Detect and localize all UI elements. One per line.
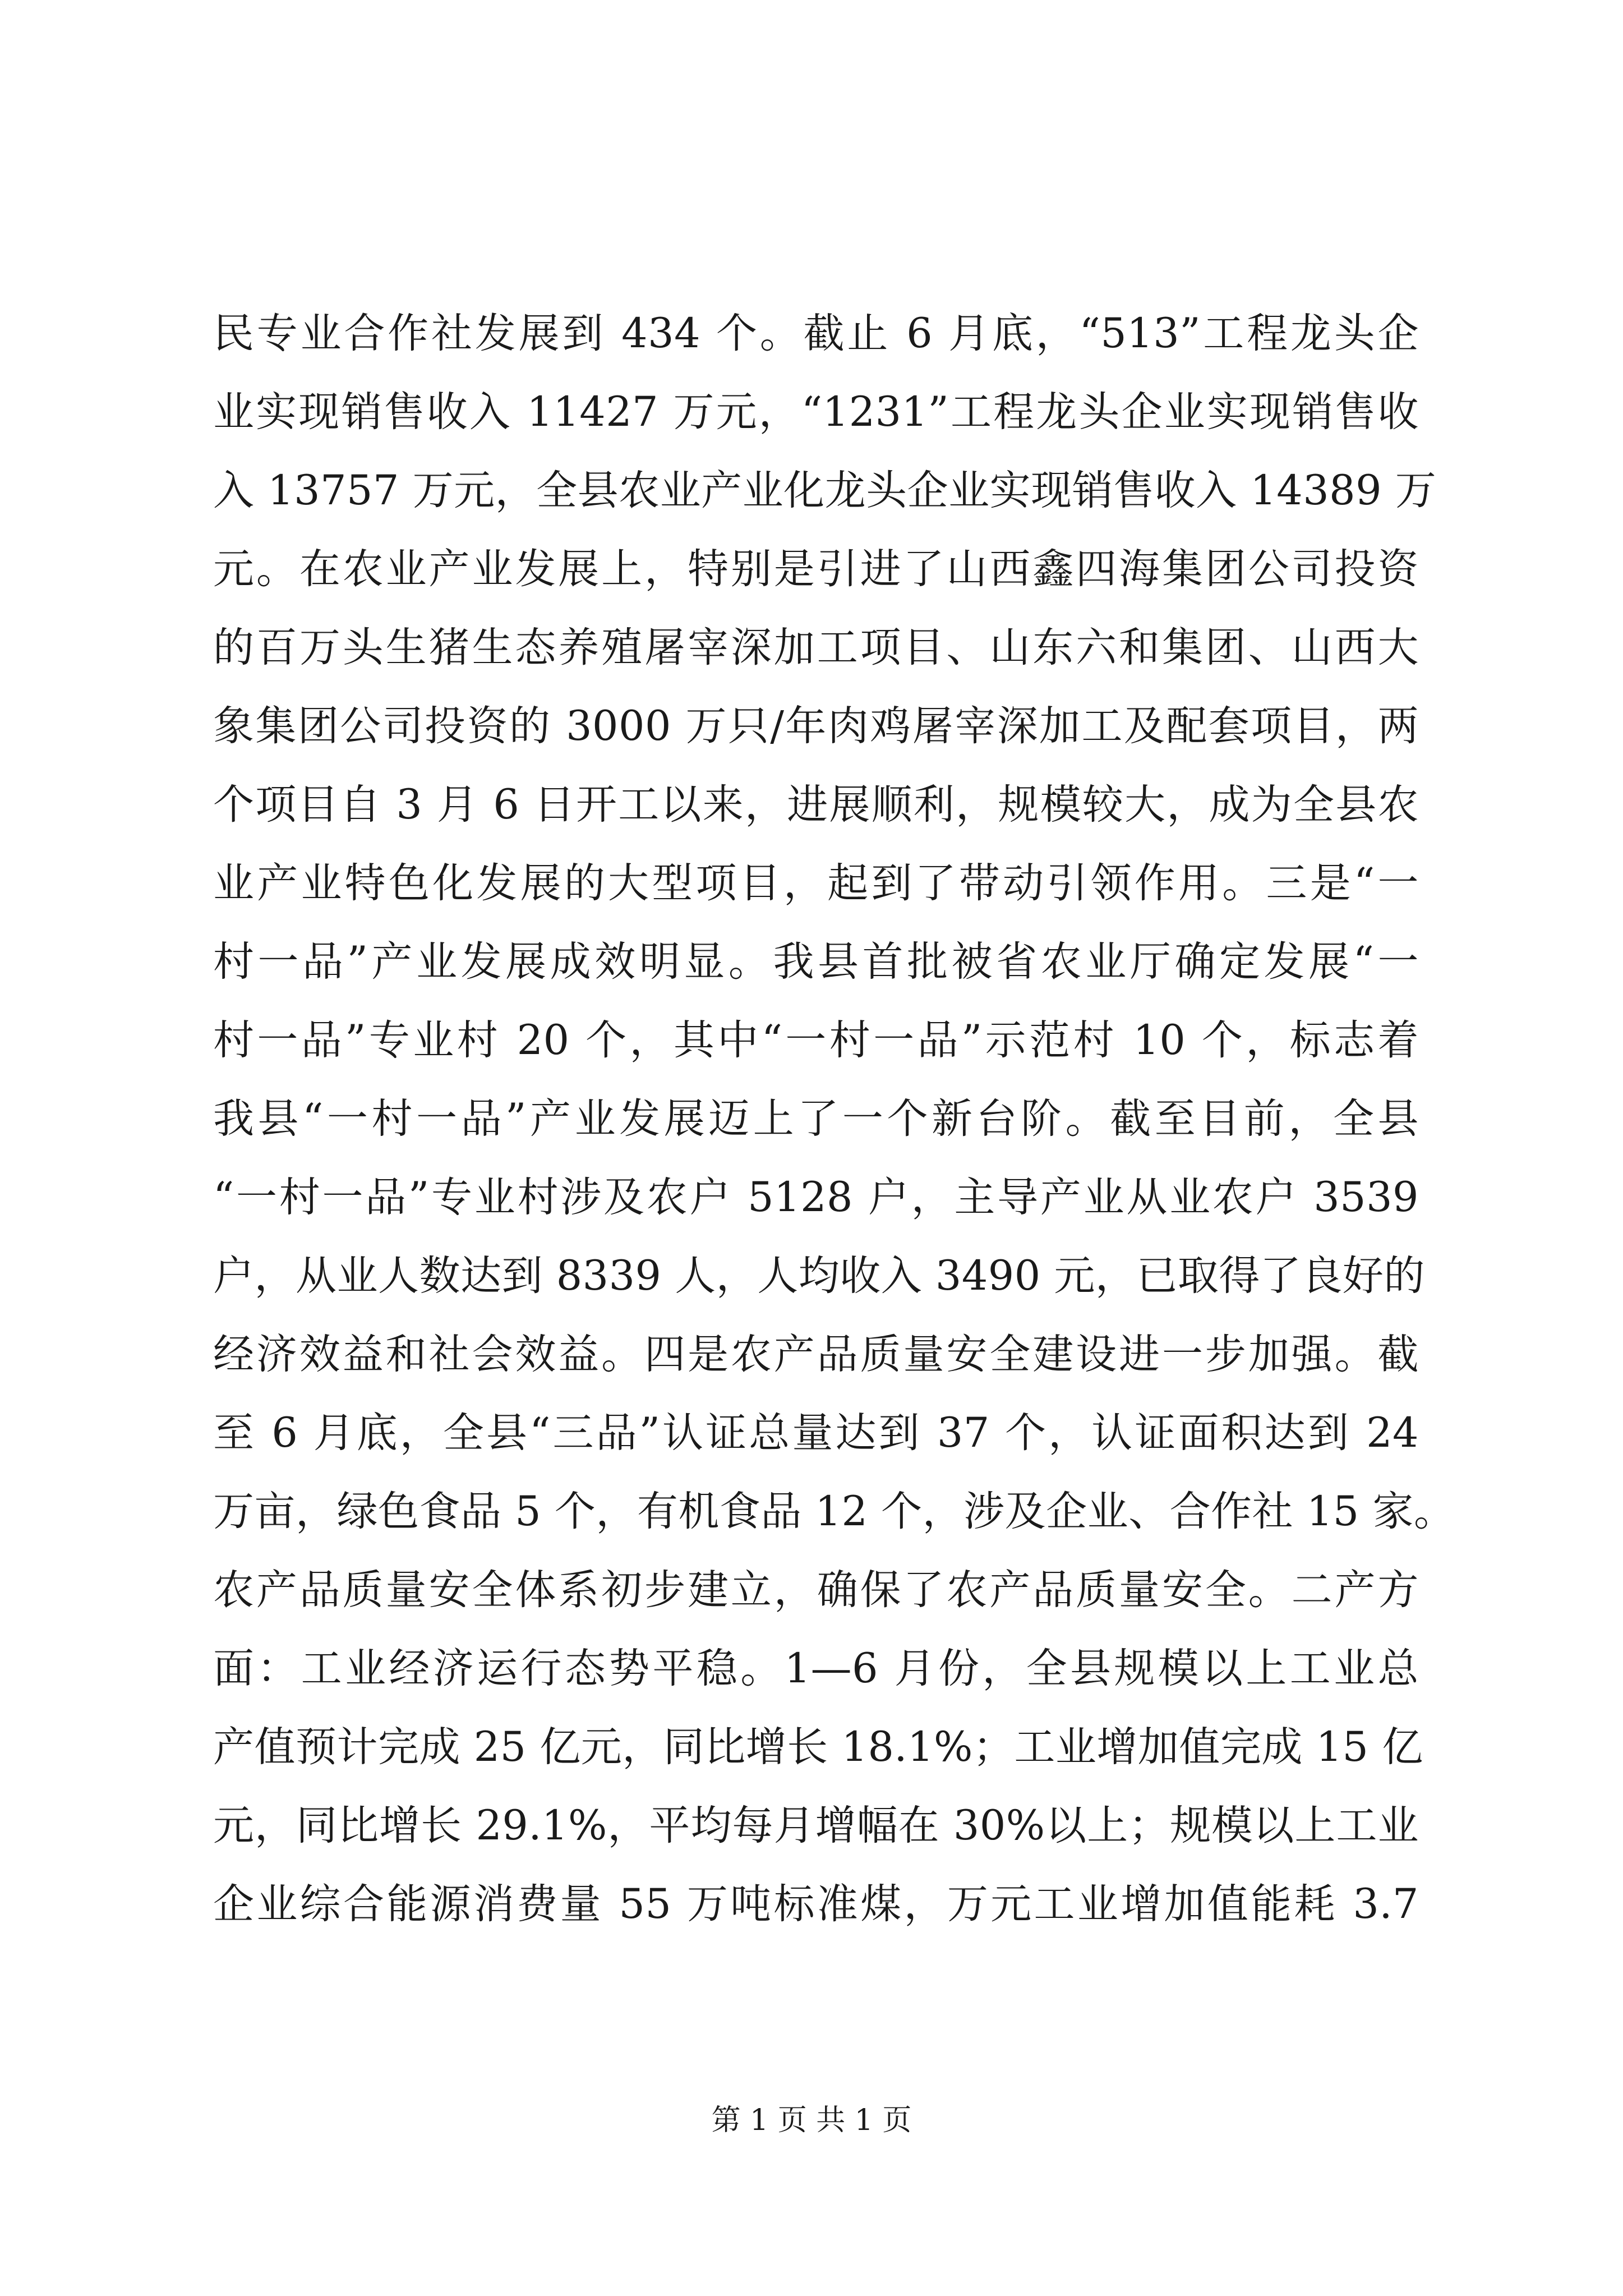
text-line: 业产业特色化发展的大型项目，起到了带动引领作用。三是“一: [213, 859, 1419, 907]
text-line: 至 6 月底，全县“三品”认证总量达到 37 个，认证面积达到 24: [213, 1409, 1419, 1457]
page-number-label: 第 1 页 共 1 页: [711, 2104, 912, 2137]
text-line: “一村一品”专业村涉及农户 5128 户，主导产业从业农户 3539: [213, 1174, 1419, 1221]
text-line: 象集团公司投资的 3000 万只/年肉鸡屠宰深加工及配套项目，两: [213, 702, 1419, 750]
text-line: 民专业合作社发展到 434 个。截止 6 月底，“513”工程龙头企: [213, 310, 1419, 357]
text-line: 入 13757 万元，全县农业产业化龙头企业实现销售收入 14389 万: [213, 467, 1437, 514]
text-line: 企业综合能源消费量 55 万吨标准煤，万元工业增加值能耗 3.7: [213, 1880, 1419, 1928]
text-line: 农产品质量安全体系初步建立，确保了农产品质量安全。二产方: [213, 1566, 1419, 1614]
text-line: 户，从业人数达到 8339 人，人均收入 3490 元，已取得了良好的: [213, 1252, 1425, 1300]
page-footer: [0, 2101, 1623, 2140]
text-line: 元，同比增长 29.1%，平均每月增幅在 30%以上；规模以上工业: [213, 1802, 1419, 1849]
text-line: 的百万头生猪生态养殖屠宰深加工项目、山东六和集团、山西大: [213, 624, 1419, 671]
text-line: 我县“一村一品”产业发展迈上了一个新台阶。截至目前，全县: [213, 1095, 1419, 1143]
text-line: 万亩，绿色食品 5 个，有机食品 12 个，涉及企业、合作社 15 家。: [213, 1488, 1455, 1535]
text-line: 村一品”产业发展成效明显。我县首批被省农业厅确定发展“一: [213, 938, 1419, 986]
text-line: 村一品”专业村 20 个，其中“一村一品”示范村 10 个，标志着: [213, 1016, 1419, 1064]
text-line: 个项目自 3 月 6 日开工以来，进展顺利，规模较大，成为全县农: [213, 781, 1419, 829]
text-line: 经济效益和社会效益。四是农产品质量安全建设进一步加强。截: [213, 1331, 1419, 1378]
text-line: 产值预计完成 25 亿元，同比增长 18.1%；工业增加值完成 15 亿: [213, 1723, 1423, 1771]
body-text: [213, 295, 1455, 1944]
text-line: 业实现销售收入 11427 万元，“1231”工程龙头企业实现销售收: [213, 388, 1419, 436]
text-line: 面：工业经济运行态势平稳。1—6 月份，全县规模以上工业总: [213, 1645, 1419, 1692]
text-line: 元。在农业产业发展上，特别是引进了山西鑫四海集团公司投资: [213, 545, 1419, 593]
